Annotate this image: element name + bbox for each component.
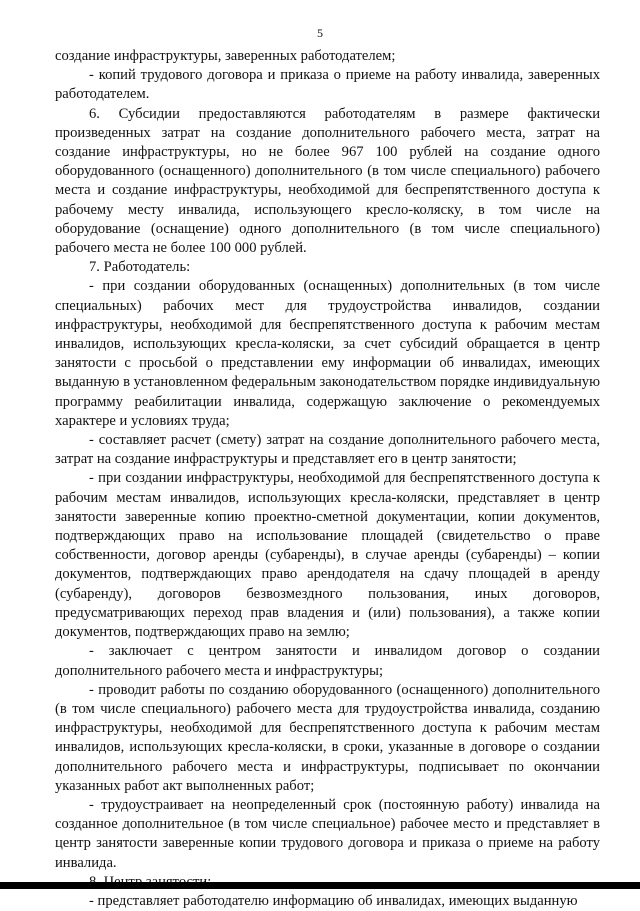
paragraph-employer-hiring: - трудоустраивает на неопределенный срок (постоянную работу) инвалида на созданное дополнительное (в том числе специальное) рабочее место и представляет в центр занятости заверенные копии трудового договора и приказа о приеме на работу инвалида. bbox=[55, 796, 600, 871]
document-body bbox=[55, 47, 600, 911]
bottom-scan-border bbox=[0, 882, 640, 889]
paragraph-employer-cost-estimate: - составляет расчет (смету) затрат на создание дополнительного рабочего места, затрат на создание инфраструктуры и представляет его в центр занятости; bbox=[55, 432, 600, 468]
paragraph-employment-contract-copies: - копий трудового договора и приказа о приеме на работу инвалида, заверенных работодателем. bbox=[55, 67, 600, 103]
paragraph-employer-infrastructure-docs: - при создании инфраструктуры, необходимой для беспрепятственного доступа к рабочим местам инвалидов, использующих кресла-коляски, представляет в центр занятости заверенные копию проектно-сметной документации, копии документов, подтверждающих право на использование площадей (свидетельство о праве собственности, договор аренды (субаренды), в случае аренды (субаренды) – копии документов, подтверждающих право арендодателя на сдачу площадей в аренду (субаренду), договоров безвозмездного пользования, иных договоров, предусматривающих переход прав владения и (или) пользования), а также копии документов, подтверждающих право на землю; bbox=[55, 470, 600, 641]
paragraph-center-info: - представляет работодателю информацию об инвалидах, имеющих выданную bbox=[89, 892, 578, 909]
paragraph-item-7-heading: 7. Работодатель: bbox=[89, 259, 191, 276]
paragraph-employer-contract: - заключает с центром занятости и инвалидом договор о создании дополнительного рабочего места и инфраструктуры; bbox=[55, 643, 600, 679]
paragraph-employer-works: - проводит работы по созданию оборудованного (оснащенного) дополнительного (в том числе специального) рабочего места для трудоустройства инвалида, созданию инфраструктуры, необходимой для беспрепятственного доступа к рабочим местам инвалидов, использующих кресла-коляски, в сроки, указанные в договоре о создании дополнительного рабочего места и инфраструктуры, подписывает по окончании указанных работ акт выполненных работ; bbox=[55, 681, 600, 794]
paragraph-continuation: создание инфраструктуры, заверенных работодателем; bbox=[55, 48, 396, 64]
page-number: 5 bbox=[317, 26, 323, 40]
paragraph-item-6-subsidies: 6. Субсидии предоставляются работодателям в размере фактически произведенных затрат на создание дополнительного рабочего места, затрат на создание инфраструктуры, но не более 967 100 рублей на создание одного оборудованного (оснащенного) дополнительного (в том числе специального) рабочего места и создание инфраструктуры, необходимой для беспрепятственного доступа к рабочему месту инвалида, использующего кресло-коляску, в том числе на оборудование (оснащение) одного дополнительного (в том числе специального) рабочего места не более 100 000 рублей. bbox=[55, 105, 600, 257]
paragraph-employer-request-info: - при создании оборудованных (оснащенных) дополнительных (в том числе специальных) рабочих мест для трудоустройства инвалидов, создании инфраструктуры, необходимой для беспрепятственного доступа к рабочим местам инвалидов, использующих кресла-коляски, за счет субсидий обращается в центр занятости с просьбой о представлении ему информации об инвалидах, имеющих выданную в установленном федеральным законодательством порядке индивидуальную программу реабилитации инвалида, содержащую заключение о рекомендуемых характере и условиях труда; bbox=[55, 278, 600, 429]
